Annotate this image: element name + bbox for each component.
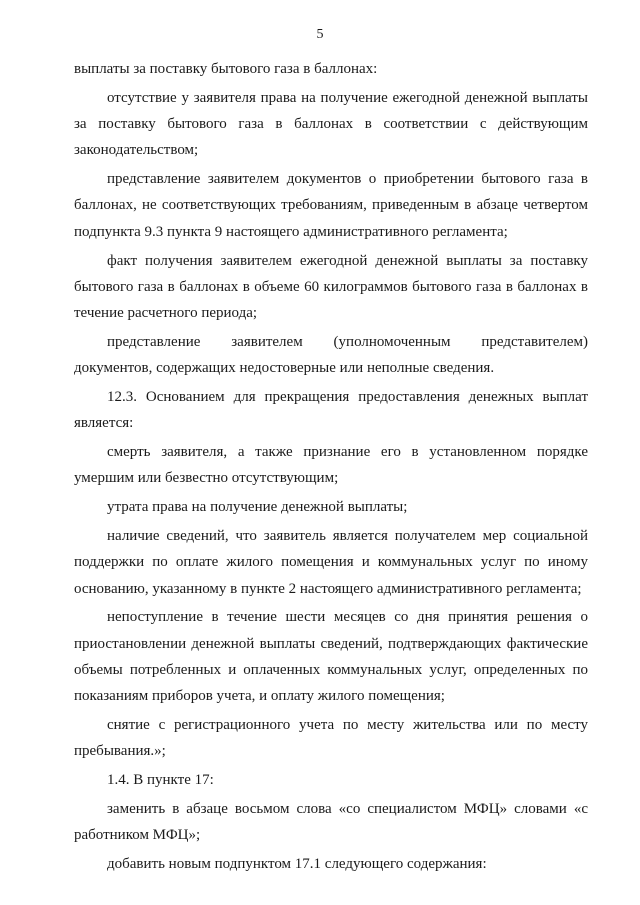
paragraph: представление заявителем (уполномоченным представителем) документов, содержащих недостоверные или неполные сведения. xyxy=(74,333,588,377)
page-number: 5 xyxy=(316,27,324,42)
paragraph: факт получения заявителем ежегодной денежной выплаты за поставку бытового газа в баллонах в объеме 60 килограммов бытового газа в баллонах в течение расчетного периода; xyxy=(74,252,588,322)
paragraph: отсутствие у заявителя права на получение ежегодной денежной выплаты за поставку бытового газа в баллонах в соответствии с действующим законодательством; xyxy=(74,89,588,159)
paragraph: наличие сведений, что заявитель является получателем мер социальной поддержки по оплате жилого помещения и коммунальных услуг по иному основанию, указанному в пункте 2 настоящего административного регламента; xyxy=(74,528,588,597)
paragraph: 1.4. В пункте 17: xyxy=(107,772,214,789)
paragraph: добавить новым подпунктом 17.1 следующего содержания: xyxy=(107,856,487,873)
paragraph: снятие с регистрационного учета по месту жительства или по месту пребывания.»; xyxy=(74,717,588,760)
paragraph: утрата права на получение денежной выплаты; xyxy=(107,499,408,516)
paragraph: заменить в абзаце восьмом слова «со специалистом МФЦ» словами «с работником МФЦ»; xyxy=(74,801,588,844)
document-body xyxy=(74,56,588,880)
paragraph: 12.3. Основанием для прекращения предоставления денежных выплат является: xyxy=(74,389,588,432)
paragraph: непоступление в течение шести месяцев со дня принятия решения о приостановлении денежной выплаты сведений, подтверждающих фактические объемы потребленных и оплаченных коммунальных услуг, определенных по показаниям приборов учета, и оплату жилого помещения; xyxy=(74,609,588,705)
paragraph: смерть заявителя, а также признание его в установленном порядке умершим или безвестно отсутствующим; xyxy=(74,444,588,487)
paragraph: выплаты за поставку бытового газа в баллонах: xyxy=(74,61,378,77)
paragraph: представление заявителем документов о приобретении бытового газа в баллонах, не соответствующих требованиям, приведенным в абзаце четвертом подпункта 9.3 пункта 9 настоящего административного регламента; xyxy=(74,171,588,240)
